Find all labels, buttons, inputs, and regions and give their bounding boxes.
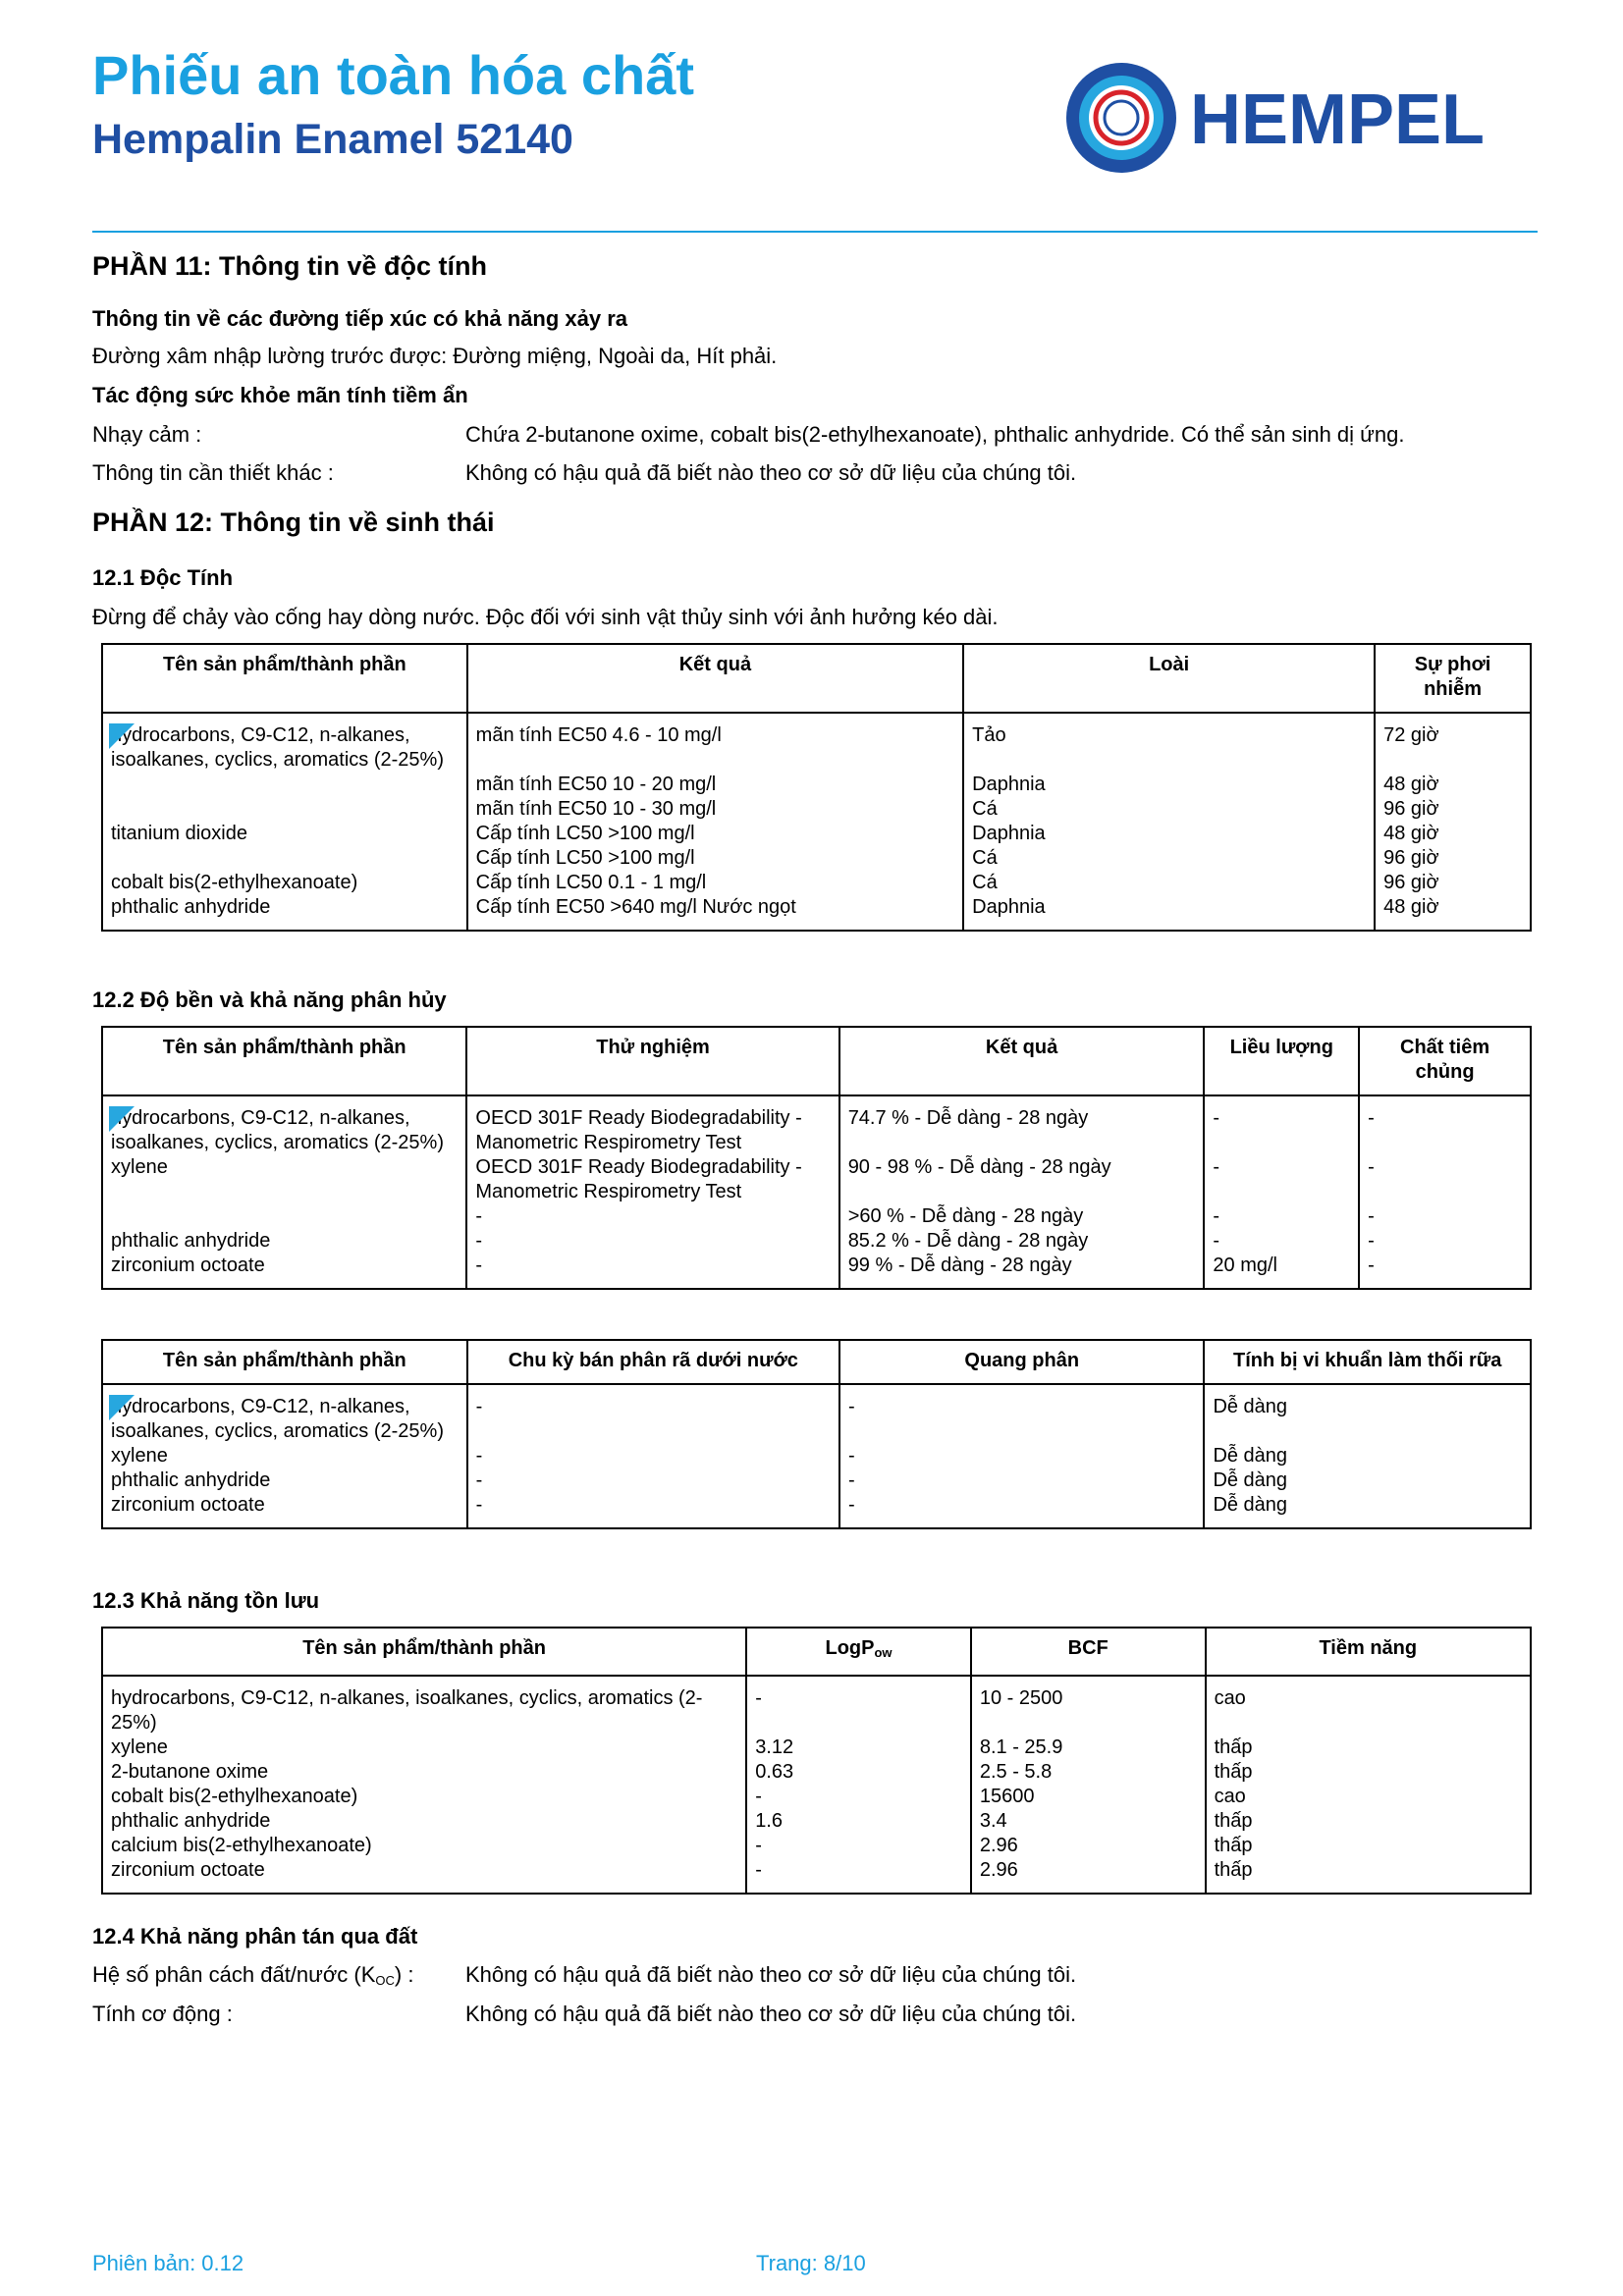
logp-label: LogP	[825, 1637, 875, 1659]
other-info-label: Thông tin cần thiết khác :	[92, 460, 334, 485]
table-row	[102, 1444, 1531, 1468]
logp-cell: 0.63	[746, 1760, 971, 1785]
photolysis-cell: -	[839, 1493, 1204, 1528]
degradability-table	[101, 1026, 1532, 1290]
species-cell: Daphnia	[963, 895, 1375, 931]
column-header: Loài	[963, 644, 1375, 713]
component-name: zirconium octoate	[102, 1858, 746, 1894]
soil-mobility-heading: 12.4 Khả năng phân tán qua đất	[92, 1924, 418, 1949]
photolysis-cell: -	[839, 1384, 1204, 1444]
column-header: Tính bị vi khuẩn làm thối rữa	[1204, 1340, 1531, 1384]
component-name: hydrocarbons, C9-C12, n-alkanes, isoalkanes, cyclics, aromatics (2-25%)	[111, 1396, 444, 1442]
result-cell: Cấp tính LC50 >100 mg/l Cấp tính LC50 >100 mg/l	[467, 822, 963, 871]
bcf-cell: 8.1 - 25.9	[971, 1735, 1206, 1760]
potential-cell: thấp	[1206, 1735, 1531, 1760]
result-cell: Cấp tính LC50 0.1 - 1 mg/l	[467, 871, 963, 895]
chronic-heading: Tác động sức khỏe mãn tính tiềm ẩn	[92, 383, 468, 407]
result-cell: 99 % - Dễ dàng - 28 ngày	[839, 1254, 1205, 1289]
degradation-table	[101, 1339, 1532, 1529]
component-name: cobalt bis(2-ethylhexanoate)	[102, 871, 467, 895]
potential-cell: thấp	[1206, 1834, 1531, 1858]
table-row	[102, 1809, 1531, 1834]
koc-label-text: Hệ số phân cách đất/nước (K	[92, 1962, 376, 1987]
potential-cell: thấp	[1206, 1760, 1531, 1785]
section-12-title: PHẦN 12: Thông tin về sinh thái	[92, 507, 495, 537]
result-cell: >60 % - Dễ dàng - 28 ngày	[839, 1204, 1205, 1229]
result-cell: 90 - 98 % - Dễ dàng - 28 ngày	[839, 1155, 1205, 1204]
column-header: Kết quả	[467, 644, 963, 713]
table-row	[102, 1468, 1531, 1493]
dose-cell: 20 mg/l	[1204, 1254, 1359, 1289]
component-name: xylene	[102, 1735, 746, 1760]
table-row	[102, 1858, 1531, 1894]
bcf-cell: 2.96	[971, 1858, 1206, 1894]
exposure-cell: 48 giờ 96 giờ	[1375, 773, 1531, 822]
component-name: zirconium octoate	[102, 1254, 466, 1289]
component-name: cobalt bis(2-ethylhexanoate)	[102, 1785, 746, 1809]
dose-cell: -	[1204, 1155, 1359, 1204]
toxicity-table	[101, 643, 1532, 932]
component-name	[102, 773, 467, 822]
exposure-cell: 48 giờ 96 giờ	[1375, 822, 1531, 871]
table-row	[102, 1785, 1531, 1809]
result-cell: mãn tính EC50 10 - 20 mg/l mãn tính EC50 10 - 30 mg/l	[467, 773, 963, 822]
logp-cell: 1.6	[746, 1809, 971, 1834]
half-life-cell: -	[467, 1384, 839, 1444]
potential-cell: thấp	[1206, 1809, 1531, 1834]
table-row	[102, 1676, 1531, 1735]
document-type-title: Phiếu an toàn hóa chất	[92, 44, 694, 106]
section-11-title: PHẦN 11: Thông tin về độc tính	[92, 251, 488, 281]
test-cell: -	[466, 1254, 839, 1289]
sensitizer-label: Nhạy cảm :	[92, 422, 202, 447]
version-label: Phiên bản: 0.12	[92, 2251, 244, 2275]
column-header: BCF	[971, 1628, 1206, 1676]
table-row	[102, 1760, 1531, 1785]
toxicity-text: Đừng để chảy vào cống hay dòng nước. Độc đối với sinh vật thủy sinh với ảnh hưởng kéo dài.	[92, 605, 999, 629]
bcf-cell: 3.4	[971, 1809, 1206, 1834]
component-name: phthalic anhydride	[102, 1468, 467, 1493]
column-header: Tên sản phẩm/thành phần	[102, 1027, 466, 1095]
half-life-cell: -	[467, 1468, 839, 1493]
component-name: titanium dioxide	[102, 822, 467, 871]
column-header: Kết quả	[839, 1027, 1205, 1095]
test-cell: OECD 301F Ready Biodegradability - Manometric Respirometry Test	[466, 1095, 839, 1155]
exposure-text: Đường xâm nhập lường trước được: Đường miệng, Ngoài da, Hít phải.	[92, 344, 778, 368]
table-row	[102, 1384, 1531, 1444]
biodegradability-cell: Dễ dàng	[1204, 1468, 1531, 1493]
logp-cell: 3.12	[746, 1735, 971, 1760]
photolysis-cell: -	[839, 1468, 1204, 1493]
inoculum-cell: -	[1359, 1204, 1531, 1229]
flag-marker-icon	[109, 723, 135, 749]
logp-cell: -	[746, 1858, 971, 1894]
dose-cell: -	[1204, 1229, 1359, 1254]
species-cell: Daphnia Cá	[963, 773, 1375, 822]
dose-cell: -	[1204, 1204, 1359, 1229]
page-number: Trang: 8/10	[756, 2251, 866, 2275]
result-cell: Cấp tính EC50 >640 mg/l Nước ngọt	[467, 895, 963, 931]
exposure-cell: 72 giờ	[1375, 713, 1531, 773]
result-cell: 85.2 % - Dễ dàng - 28 ngày	[839, 1229, 1205, 1254]
hempel-logo	[1064, 59, 1536, 177]
species-cell: Daphnia Cá	[963, 822, 1375, 871]
bioaccumulation-heading: 12.3 Khả năng tồn lưu	[92, 1588, 320, 1613]
component-name: 2-butanone oxime	[102, 1760, 746, 1785]
column-header	[746, 1628, 971, 1676]
half-life-cell: -	[467, 1444, 839, 1468]
koc-value: Không có hậu quả đã biết nào theo cơ sở dữ liệu của chúng tôi.	[465, 1962, 1077, 1987]
component-name	[102, 1204, 466, 1229]
table-row	[102, 822, 1531, 871]
logp-cell: -	[746, 1676, 971, 1735]
column-header: Tên sản phẩm/thành phần	[102, 1628, 746, 1676]
exposure-cell: 96 giờ	[1375, 871, 1531, 895]
column-header: Quang phân	[839, 1340, 1204, 1384]
bcf-cell: 10 - 2500	[971, 1676, 1206, 1735]
component-name: phthalic anhydride	[102, 1229, 466, 1254]
inoculum-cell: -	[1359, 1229, 1531, 1254]
species-cell: Tảo	[963, 713, 1375, 773]
bcf-cell: 2.96	[971, 1834, 1206, 1858]
component-name: phthalic anhydride	[102, 1809, 746, 1834]
table-row	[102, 1095, 1531, 1155]
photolysis-cell: -	[839, 1444, 1204, 1468]
inoculum-cell: -	[1359, 1095, 1531, 1155]
exposure-heading: Thông tin về các đường tiếp xúc có khả năng xảy ra	[92, 306, 628, 331]
sensitizer-value: Chứa 2-butanone oxime, cobalt bis(2-ethylhexanoate), phthalic anhydride. Có thể sản sinh dị ứng.	[465, 422, 1405, 447]
inoculum-cell: -	[1359, 1155, 1531, 1204]
column-header: Thử nghiệm	[466, 1027, 839, 1095]
potential-cell: cao	[1206, 1785, 1531, 1809]
mobility-value: Không có hậu quả đã biết nào theo cơ sở dữ liệu của chúng tôi.	[465, 2002, 1077, 2026]
toxicity-heading: 12.1 Độc Tính	[92, 565, 234, 590]
logo-wordmark: HEMPEL	[1190, 80, 1486, 159]
header-divider	[92, 231, 1538, 233]
component-name: hydrocarbons, C9-C12, n-alkanes, isoalkanes, cyclics, aromatics (2-25%)	[102, 1676, 746, 1735]
table-row	[102, 871, 1531, 895]
koc-label	[92, 1962, 413, 1988]
table-row	[102, 895, 1531, 931]
koc-label-end: ) :	[394, 1962, 414, 1987]
flag-marker-icon	[109, 1106, 135, 1132]
test-cell: -	[466, 1204, 839, 1229]
table-row	[102, 1735, 1531, 1760]
logp-cell: -	[746, 1834, 971, 1858]
column-header: Tên sản phẩm/thành phần	[102, 1340, 467, 1384]
species-cell: Cá	[963, 871, 1375, 895]
column-header: Liều lượng	[1204, 1027, 1359, 1095]
biodegradability-cell: Dễ dàng	[1204, 1493, 1531, 1528]
other-info-value: Không có hậu quả đã biết nào theo cơ sở dữ liệu của chúng tôi.	[465, 460, 1077, 485]
column-header: Chu kỳ bán phân rã dưới nước	[467, 1340, 839, 1384]
component-name: xylene	[102, 1155, 466, 1204]
component-name: hydrocarbons, C9-C12, n-alkanes, isoalkanes, cyclics, aromatics (2-25%)	[111, 724, 444, 771]
component-name: phthalic anhydride	[102, 895, 467, 931]
component-name: hydrocarbons, C9-C12, n-alkanes, isoalkanes, cyclics, aromatics (2-25%)	[111, 1107, 444, 1153]
mobility-label: Tính cơ động :	[92, 2002, 233, 2026]
table-row	[102, 1229, 1531, 1254]
potential-cell: thấp	[1206, 1858, 1531, 1894]
half-life-cell: -	[467, 1493, 839, 1528]
exposure-cell: 48 giờ	[1375, 895, 1531, 931]
test-cell: -	[466, 1229, 839, 1254]
column-header: Tiềm năng	[1206, 1628, 1531, 1676]
result-cell: mãn tính EC50 4.6 - 10 mg/l	[467, 713, 963, 773]
test-cell: OECD 301F Ready Biodegradability - Manometric Respirometry Test	[466, 1155, 839, 1204]
biodegradability-cell: Dễ dàng	[1204, 1444, 1531, 1468]
column-header: Sự phơi nhiễm	[1375, 644, 1531, 713]
component-name: zirconium octoate	[102, 1493, 467, 1528]
component-name: xylene	[102, 1444, 467, 1468]
column-header: Tên sản phẩm/thành phần	[102, 644, 467, 713]
result-cell: 74.7 % - Dễ dàng - 28 ngày	[839, 1095, 1205, 1155]
table-row	[102, 1834, 1531, 1858]
table-row	[102, 1155, 1531, 1204]
table-row	[102, 1204, 1531, 1229]
table-row	[102, 773, 1531, 822]
potential-cell: cao	[1206, 1676, 1531, 1735]
koc-subscript: OC	[375, 1973, 395, 1988]
table-row	[102, 1493, 1531, 1528]
bcf-cell: 15600	[971, 1785, 1206, 1809]
column-header: Chất tiêm chủng	[1359, 1027, 1531, 1095]
bioaccumulation-table	[101, 1627, 1532, 1895]
dose-cell: -	[1204, 1095, 1359, 1155]
persistence-heading: 12.2 Độ bền và khả năng phân hủy	[92, 988, 447, 1012]
product-name: Hempalin Enamel 52140	[92, 116, 573, 163]
inoculum-cell: -	[1359, 1254, 1531, 1289]
logp-cell: -	[746, 1785, 971, 1809]
flag-marker-icon	[109, 1395, 135, 1420]
biodegradability-cell: Dễ dàng	[1204, 1384, 1531, 1444]
logp-subscript: ow	[874, 1645, 893, 1660]
table-row	[102, 713, 1531, 773]
bcf-cell: 2.5 - 5.8	[971, 1760, 1206, 1785]
component-name: calcium bis(2-ethylhexanoate)	[102, 1834, 746, 1858]
table-row	[102, 1254, 1531, 1289]
